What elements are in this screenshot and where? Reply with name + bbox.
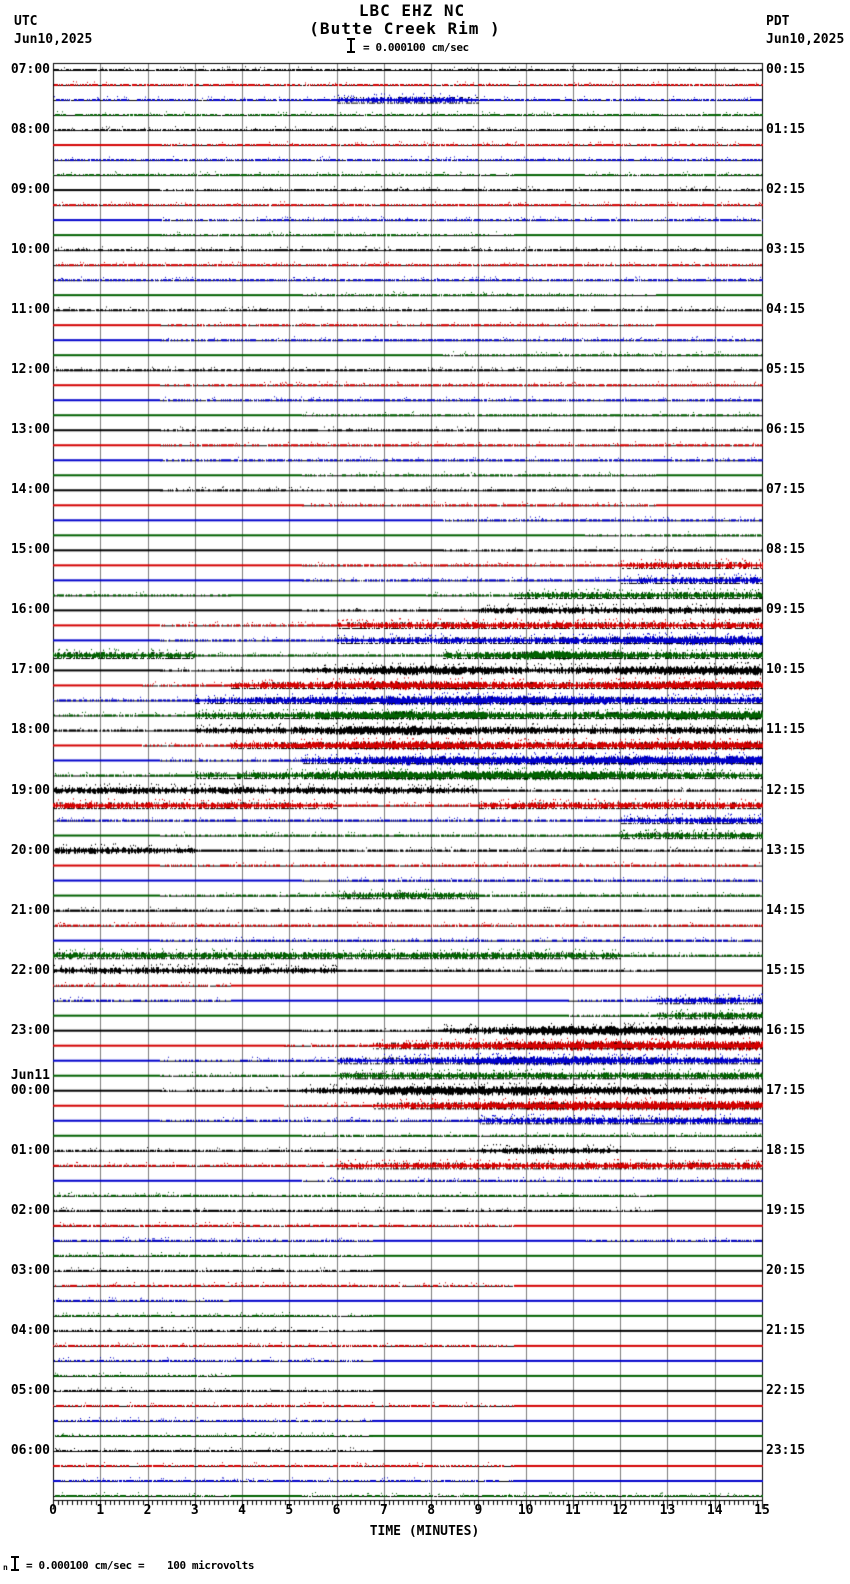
- footer-scale-bar-cap-bottom: [11, 1569, 19, 1571]
- utc-hour-label: 09:00: [10, 182, 50, 198]
- pdt-hour-label: 04:15: [766, 302, 806, 318]
- utc-hour-label: 17:00: [10, 662, 50, 678]
- pdt-hour-label: 03:15: [766, 242, 806, 258]
- pdt-hour-label: 06:15: [766, 422, 806, 438]
- utc-hour-label: 08:00: [10, 122, 50, 138]
- utc-hour-label: 15:00: [10, 542, 50, 558]
- pdt-hour-label: 09:15: [766, 602, 806, 618]
- utc-hour-label: 20:00: [10, 842, 50, 858]
- utc-hour-label: 11:00: [10, 302, 50, 318]
- x-tick-label: 8: [427, 1503, 436, 1518]
- timezone-right-label: PDT: [766, 14, 790, 29]
- footer-scale-equation: = 0.000100 cm/sec =: [26, 1559, 145, 1572]
- pdt-hour-label: 14:15: [766, 902, 806, 918]
- utc-hour-label: 12:00: [10, 362, 50, 378]
- pdt-hour-label: 18:15: [766, 1142, 806, 1158]
- utc-hour-label: 07:00: [10, 62, 50, 77]
- pdt-hour-label: 00:15: [766, 62, 806, 77]
- x-tick-label: 11: [565, 1503, 581, 1518]
- pdt-hour-label: 10:15: [766, 662, 806, 678]
- x-tick-label: 14: [706, 1503, 723, 1518]
- utc-hour-label: 21:00: [10, 902, 50, 918]
- utc-hour-label: 06:00: [10, 1442, 50, 1458]
- utc-hour-label: 13:00: [10, 422, 50, 438]
- scale-text: = 0.000100 cm/sec: [363, 41, 469, 54]
- utc-hour-label: 18:00: [10, 722, 50, 738]
- x-tick-label: 0: [49, 1503, 57, 1518]
- utc-rollover-date-label: Jun11: [10, 1067, 50, 1083]
- x-tick-label: 4: [238, 1503, 246, 1518]
- utc-hour-label: 19:00: [10, 782, 50, 798]
- x-tick-label: 9: [474, 1503, 483, 1518]
- x-tick-label: 3: [190, 1503, 199, 1518]
- utc-hour-label: 22:00: [10, 962, 50, 978]
- x-axis-title: TIME (MINUTES): [369, 1524, 480, 1539]
- utc-hour-label: 23:00: [10, 1022, 50, 1038]
- footer-scale-value: 100 microvolts: [167, 1559, 255, 1572]
- pdt-hour-label: 22:15: [766, 1382, 806, 1398]
- x-tick-label: 13: [659, 1503, 676, 1518]
- timezone-left-label: UTC: [14, 14, 38, 29]
- pdt-hour-label: 07:15: [766, 482, 806, 498]
- x-tick-label: 6: [332, 1503, 341, 1518]
- utc-hour-label: 16:00: [10, 602, 50, 618]
- pdt-hour-label: 08:15: [766, 542, 806, 558]
- x-tick-label: 2: [143, 1503, 152, 1518]
- pdt-hour-label: 11:15: [766, 722, 806, 738]
- station-title: LBC EHZ NC: [358, 1, 466, 20]
- utc-hour-label: 05:00: [10, 1382, 50, 1398]
- station-subtitle: (Butte Creek Rim ): [309, 19, 501, 38]
- pdt-hour-label: 05:15: [766, 362, 806, 378]
- utc-hour-label: 01:00: [10, 1142, 50, 1158]
- utc-hour-label: 02:00: [10, 1202, 50, 1218]
- utc-hour-label: 10:00: [10, 242, 50, 258]
- pdt-hour-label: 19:15: [766, 1202, 806, 1218]
- x-tick-label: 15: [754, 1503, 770, 1518]
- pdt-hour-label: 12:15: [766, 782, 806, 798]
- utc-hour-label: 14:00: [10, 482, 50, 498]
- pdt-hour-label: 02:15: [766, 182, 806, 198]
- pdt-hour-label: 13:15: [766, 842, 806, 858]
- utc-hour-label: 00:00: [10, 1082, 50, 1098]
- pdt-hour-label: 21:15: [766, 1322, 806, 1338]
- pdt-hour-label: 01:15: [766, 122, 806, 138]
- footer-scale-prefix: n: [3, 1563, 8, 1572]
- pdt-hour-label: 16:15: [766, 1022, 806, 1038]
- date-left-label: Jun10,2025: [14, 32, 93, 47]
- x-tick-label: 7: [379, 1503, 388, 1518]
- pdt-hour-label: 15:15: [766, 962, 806, 978]
- utc-hour-label: 03:00: [10, 1262, 50, 1278]
- pdt-hour-label: 20:15: [766, 1262, 806, 1278]
- date-right-label: Jun10,2025: [766, 32, 845, 47]
- footer-scale-bar-icon: [11, 1556, 19, 1571]
- utc-hour-label: 04:00: [10, 1322, 50, 1338]
- x-tick-label: 10: [517, 1503, 534, 1518]
- pdt-hour-label: 17:15: [766, 1082, 806, 1098]
- pdt-hour-label: 23:15: [766, 1442, 806, 1458]
- x-tick-label: 12: [612, 1503, 629, 1518]
- x-tick-label: 1: [96, 1503, 105, 1518]
- x-tick-label: 5: [285, 1503, 294, 1518]
